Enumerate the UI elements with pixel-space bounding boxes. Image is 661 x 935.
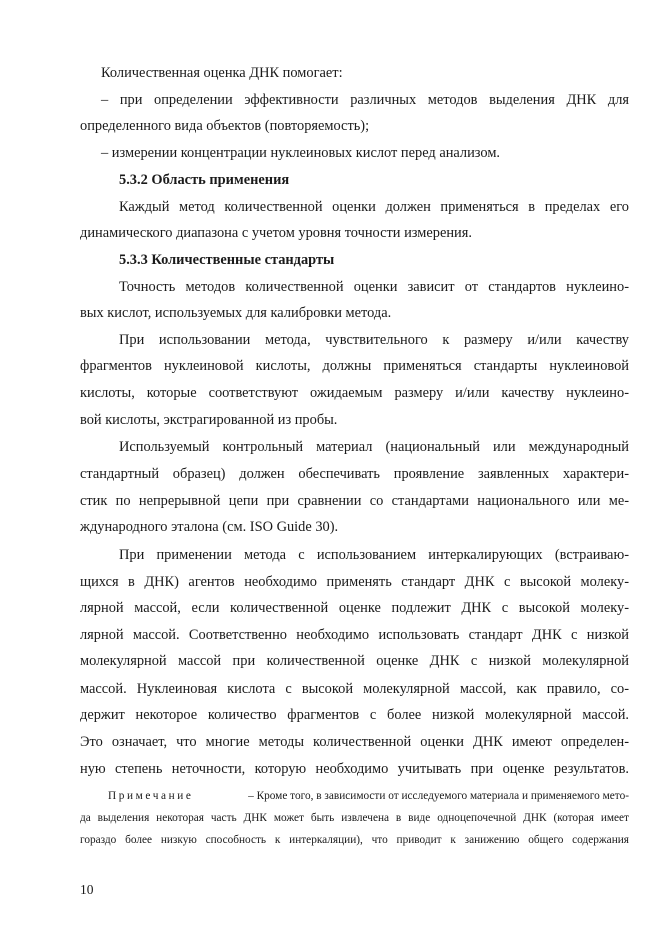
note-line-1-text: – Кроме того, в зависимости от исследуемого материала и применяемого мето- <box>248 790 629 802</box>
p3-line-4: ждународного эталона (см. ISO Guide 30). <box>80 519 339 535</box>
p3-line-2: стандартный образец) должен обеспечивать проявление заявленных характери- <box>80 466 629 482</box>
p4-line-6: массой. Нуклеиновая кислота с высокой молекулярной массой, как правило, со- <box>80 681 629 697</box>
p4-line-1: При применении метода с использованием интеркалирующих (встраиваю- <box>119 547 629 563</box>
p4-line-7: держит некоторое количество фрагментов с более низкой молекулярной массой. <box>80 707 629 723</box>
p1-line-1: Точность методов количественной оценки зависит от стандартов нуклеино- <box>119 279 629 295</box>
note-line-1 <box>108 789 629 803</box>
bullet-1-line-1: – при определении эффективности различных методов выделения ДНК для <box>101 92 629 108</box>
p1-line-2: вых кислот, используемых для калибровки метода. <box>80 305 392 321</box>
p4-line-8: Это означает, что многие методы количественной оценки ДНК имеют определен- <box>80 734 629 750</box>
p4-line-2: щихся в ДНК) агентов необходимо применять стандарт ДНК с высокой молеку- <box>80 574 629 590</box>
note-line-3: гораздо более низкую способность к интеркаляции), что приводит к занижению общего содержания <box>80 834 629 846</box>
section-5-3-3-heading: 5.3.3 Количественные стандарты <box>119 252 335 268</box>
note-line-2: да выделения некоторая часть ДНК может быть извлечена в виде одноцепочечной ДНК (которая имеет <box>80 812 629 824</box>
bullet-1-line-2: определенного вида объектов (повторяемость); <box>80 118 370 134</box>
p2-line-3: кислоты, которые соответствуют ожидаемым размеру и/или качеству нуклеино- <box>80 385 629 401</box>
page-number: 10 <box>80 882 94 897</box>
intro-text: Количественная оценка ДНК помогает: <box>101 65 343 81</box>
p3-line-3: стик по непрерывной цепи при сравнении со стандартами национального или ме- <box>80 493 629 509</box>
p2-line-2: фрагментов нуклеиновой кислоты, должны применяться стандарты нуклеиновой <box>80 358 629 374</box>
p2-line-4: вой кислоты, экстрагированной из пробы. <box>80 412 338 428</box>
bullet-2-text: – измерении концентрации нуклеиновых кислот перед анализом. <box>101 145 501 161</box>
p4-line-3: лярной массой, если количественной оценке подлежит ДНК с высокой молеку- <box>80 600 629 616</box>
p4-line-9: ную степень неточности, которую необходимо учитывать при оценке результатов. <box>80 761 629 777</box>
note-label: Примечание <box>108 790 194 802</box>
section-5-3-2-heading: 5.3.2 Область применения <box>119 172 290 188</box>
p3-line-1: Используемый контрольный материал (национальный или международный <box>119 439 629 455</box>
p4-line-5: молекулярной массой при количественной оценке ДНК с низкой молекулярной <box>80 653 629 669</box>
p2-line-1: При использовании метода, чувствительного к размеру и/или качеству <box>119 332 629 348</box>
p4-line-4: лярной массой. Соответственно необходимо использовать стандарт ДНК с низкой <box>80 627 629 643</box>
section-5-3-2-line-1: Каждый метод количественной оценки должен применяться в пределах его <box>119 199 629 215</box>
section-5-3-2-line-2: динамического диапазона с учетом уровня точности измерения. <box>80 225 472 241</box>
